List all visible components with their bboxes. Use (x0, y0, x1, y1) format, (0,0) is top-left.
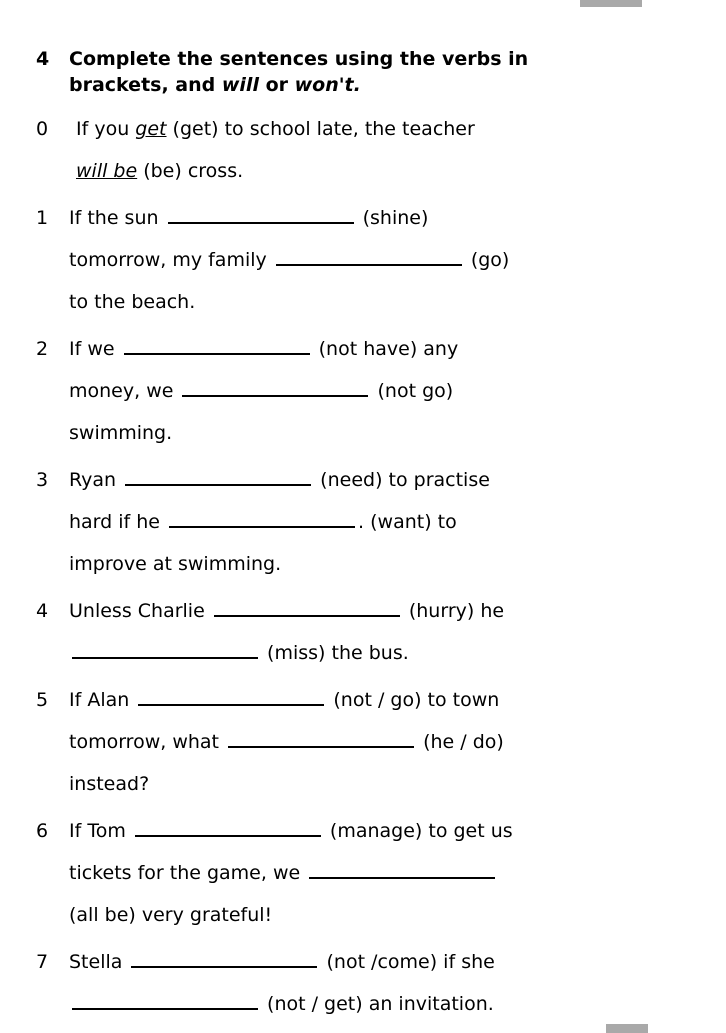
question-number: 0 (36, 118, 49, 140)
exercise-title-or: or (258, 74, 295, 96)
question-text: (be) cross. (137, 160, 244, 182)
question-row (36, 941, 676, 1025)
question-text: (not /come) if she (320, 951, 495, 973)
question-row (36, 590, 676, 674)
exercise-title-wont: won't. (294, 74, 361, 96)
question-body (69, 328, 458, 454)
answer-blank[interactable] (125, 466, 311, 486)
question-text: improve at swimming. (69, 553, 282, 575)
question-row (36, 810, 676, 936)
question-number: 5 (36, 689, 49, 711)
answer-blank[interactable] (276, 246, 462, 266)
question-body (69, 941, 495, 1025)
question-text: (not / get) an invitation. (261, 993, 494, 1015)
exercise-title (69, 46, 629, 98)
question-body (69, 810, 513, 936)
question-row (36, 328, 676, 454)
exercise-title-part1: Complete the sentences using the verbs in brackets, and (69, 48, 529, 96)
question-text: hard if he (69, 511, 167, 533)
question-text: . (want) to (358, 511, 457, 533)
question-text: (he / do) (417, 731, 504, 753)
answer-blank[interactable] (169, 508, 355, 528)
question-number: 7 (36, 951, 49, 973)
scan-artifact-bottom (606, 1024, 648, 1033)
question-text: If Alan (69, 689, 136, 711)
question-number: 6 (36, 820, 49, 842)
question-text: tomorrow, my family (69, 249, 273, 271)
question-text: If you (76, 118, 136, 140)
answer-blank[interactable] (135, 817, 321, 837)
scan-artifact-top (580, 0, 642, 7)
answer-blank[interactable] (214, 597, 400, 617)
question-text: tomorrow, what (69, 731, 226, 753)
question-text: (all be) very grateful! (69, 904, 273, 926)
question-body (69, 590, 504, 674)
exercise-title-will: will (221, 74, 259, 96)
question-text: Unless Charlie (69, 600, 211, 622)
question-text: (not go) (371, 380, 454, 402)
question-row (36, 108, 676, 192)
question-row (36, 197, 676, 323)
question-row (36, 679, 676, 805)
question-text: (need) to practise (314, 469, 490, 491)
question-number: 2 (36, 338, 49, 360)
question-body (69, 197, 509, 323)
answer-blank[interactable] (72, 990, 258, 1010)
question-text: (not / go) to town (327, 689, 500, 711)
exercise-heading (36, 46, 676, 98)
question-text: to the beach. (69, 291, 196, 313)
question-text: tickets for the game, we (69, 862, 307, 884)
question-text: Ryan (69, 469, 123, 491)
question-number: 3 (36, 469, 49, 491)
answer-blank[interactable] (309, 859, 495, 879)
exercise-content (36, 46, 676, 1025)
answer-blank[interactable] (182, 377, 368, 397)
answer-blank[interactable] (168, 204, 354, 224)
question-text: instead? (69, 773, 150, 795)
question-text: If we (69, 338, 121, 360)
question-text: swimming. (69, 422, 173, 444)
question-text: (hurry) he (402, 600, 505, 622)
answer-blank[interactable] (124, 335, 310, 355)
example-answer: get (135, 118, 167, 140)
answer-blank[interactable] (228, 728, 414, 748)
question-text: money, we (69, 380, 180, 402)
question-body (69, 679, 504, 805)
question-text: (manage) to get us (323, 820, 513, 842)
question-text: (shine) (356, 207, 429, 229)
question-number: 1 (36, 207, 49, 229)
question-text: (get) to school late, the teacher (166, 118, 475, 140)
answer-blank[interactable] (131, 948, 317, 968)
answer-blank[interactable] (138, 686, 324, 706)
question-text: Stella (69, 951, 129, 973)
answer-blank[interactable] (72, 639, 258, 659)
example-answer: will be (76, 160, 138, 182)
question-text: If Tom (69, 820, 132, 842)
question-body (69, 459, 490, 585)
question-number: 4 (36, 600, 49, 622)
question-row (36, 459, 676, 585)
question-body (69, 108, 475, 192)
question-text: If the sun (69, 207, 165, 229)
question-text: (miss) the bus. (261, 642, 409, 664)
question-text: (go) (464, 249, 510, 271)
question-text: (not have) any (312, 338, 459, 360)
exercise-number: 4 (36, 48, 50, 70)
